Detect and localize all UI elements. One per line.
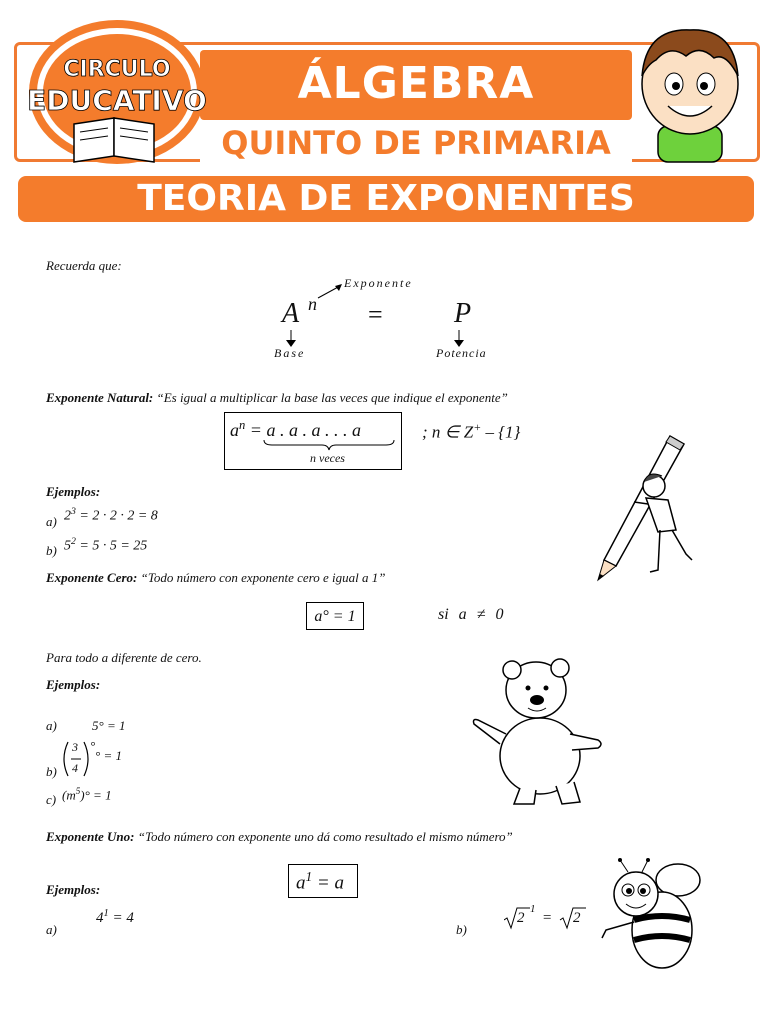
exponent-symbol: n <box>308 294 317 314</box>
cero-ex-b-label: b) <box>46 764 57 779</box>
svg-text:EDUCATIVO: EDUCATIVO <box>27 84 207 117</box>
circulo-educativo-logo <box>22 14 212 168</box>
cero-ex-b-numerator: 3 <box>72 740 78 754</box>
cero-description: “Todo número con exponente cero e igual a 1” <box>140 570 386 585</box>
natural-definition <box>46 390 508 406</box>
cero-condition: si a ≠ 0 <box>438 606 504 623</box>
topic-title: TEORIA DE EXPONENTES <box>137 178 635 219</box>
natural-ex-a: $2^3 = 2 \cdot 2 \cdot 2 = 8$ <box>64 506 158 524</box>
formula-base: a <box>230 420 239 440</box>
natural-heading: Exponente Natural: <box>46 390 154 405</box>
exponente-label: Exponente <box>344 276 413 290</box>
power-symbol: P <box>454 298 472 329</box>
cero-definition <box>46 570 385 586</box>
grade-subtitle: QUINTO DE PRIMARIA <box>221 124 611 162</box>
equals-sign: = <box>368 300 383 329</box>
uno-heading: Exponente Uno: <box>46 829 135 844</box>
cero-ex-c: $(m^5)^\circ = 1$ <box>62 786 112 803</box>
uno-ex-b-radicand: 2 <box>517 910 525 926</box>
pencil-boy-illustration <box>588 430 708 587</box>
cero-heading: Exponente Cero: <box>46 570 138 585</box>
cero-ex-b-degree: ° <box>90 738 96 753</box>
natural-ex-b: $5^2 = 5 \cdot 5 = 25$ <box>64 536 148 554</box>
underbrace-icon <box>262 438 396 452</box>
cero-ejemplos: Ejemplos: <box>46 677 101 692</box>
formula-exponent: n <box>239 418 246 432</box>
bee-illustration <box>598 858 714 983</box>
uno-ex-b-result: 2 <box>573 910 581 926</box>
formula-product: = a . a . a . . . a <box>245 420 361 440</box>
natural-description: “Es igual a multiplicar la base las veces que indique el exponente” <box>156 390 508 405</box>
uno-formula: $a^1 = a$ <box>296 869 344 894</box>
potencia-label: Potencia <box>436 346 487 360</box>
cero-ex-c-label: c) <box>46 792 57 807</box>
exponent-arrow-icon <box>316 282 346 300</box>
svg-text:CIRCULO: CIRCULO <box>63 57 171 82</box>
para-todo-text: Para todo a diferente de cero. <box>46 650 202 665</box>
boy-mascot-icon <box>630 14 750 164</box>
natural-condition: ; n ∈ Z+ – {1} <box>422 420 521 442</box>
uno-ejemplos: Ejemplos: <box>46 882 101 897</box>
uno-description: “Todo número con exponente uno dá como resultado el mismo número” <box>137 829 513 844</box>
base-symbol: A <box>282 298 300 329</box>
uno-definition <box>46 829 513 845</box>
cero-ex-a: 5° = 1 <box>92 718 126 733</box>
uno-ex-a: $4^1 = 4$ <box>96 908 134 926</box>
uno-ex-b-equals: = <box>542 910 553 926</box>
cero-ex-a-label: a) <box>46 718 57 733</box>
natural-ex-a-label: a) <box>46 514 57 529</box>
n-veces-label: n veces <box>310 451 345 465</box>
bear-illustration <box>470 654 620 811</box>
cero-ex-b-denominator: 4 <box>72 761 78 775</box>
cero-formula-box: a° = 1 <box>306 602 364 630</box>
recuerda-label: Recuerda que: <box>46 258 122 273</box>
natural-ex-b-label: b) <box>46 543 57 558</box>
uno-ex-b-exponent: 1 <box>530 903 536 915</box>
uno-ex-b-label: b) <box>456 922 467 937</box>
subject-title: ÁLGEBRA <box>297 58 535 109</box>
cero-ex-b-result: ° = 1 <box>95 748 122 763</box>
uno-ex-a-label: a) <box>46 922 57 937</box>
natural-ejemplos: Ejemplos: <box>46 484 101 499</box>
base-label: Base <box>274 346 306 360</box>
